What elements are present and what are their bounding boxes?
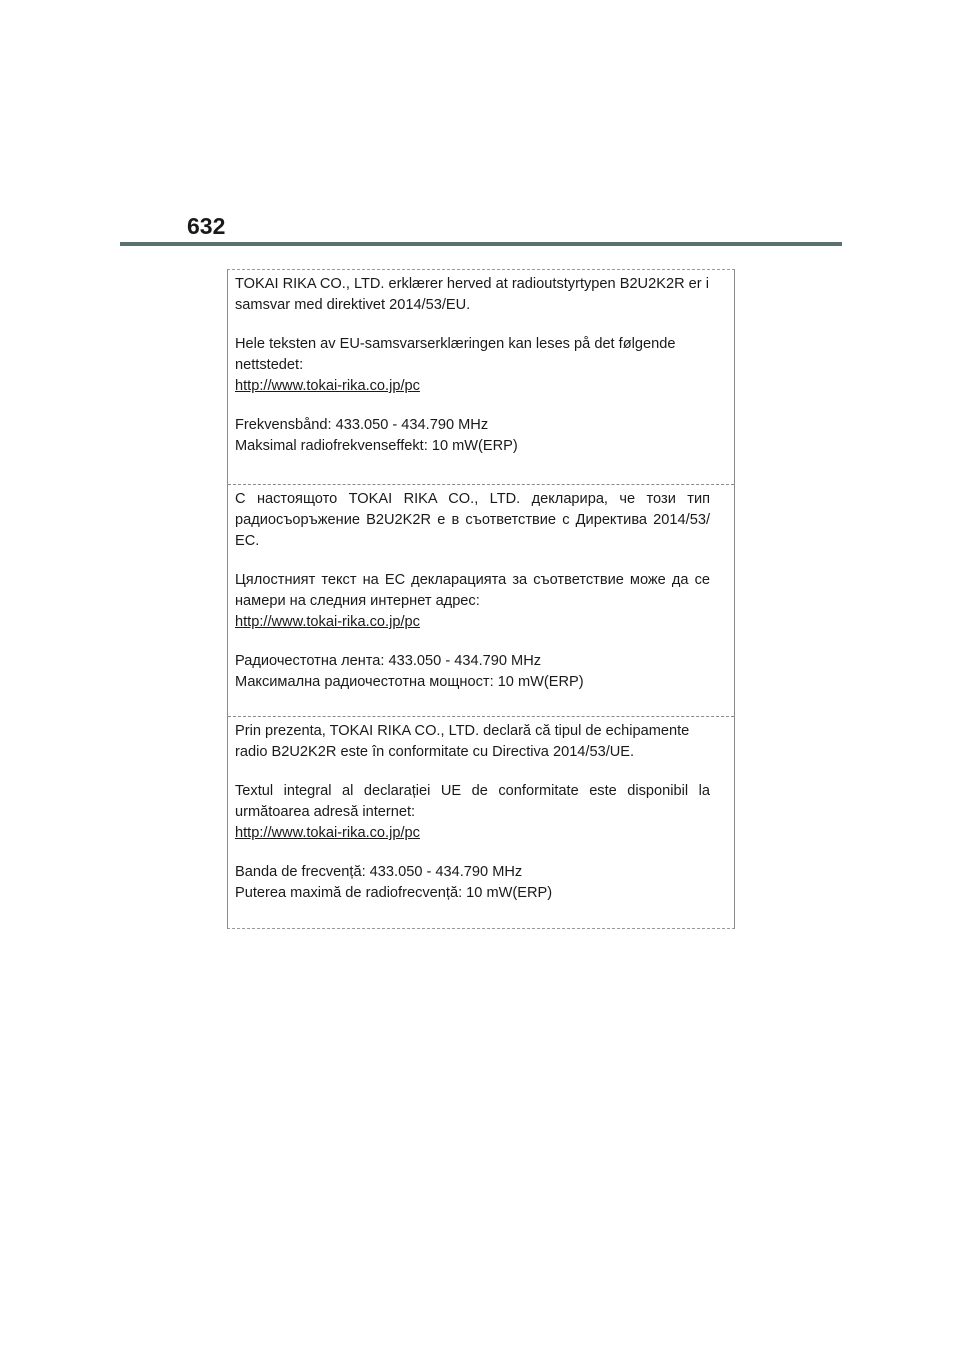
full-text-notice: Textul integral al declarației UE de conformitate este disponibil la următoarea adresă internet: [235,783,710,820]
declaration-panel [227,269,735,929]
declaration-text: С настоящото TOKAI RIKA CO., LTD. декларира, че този тип радиосъоръжение B2U2K2R е в съответствие с Директива 2014/53/ЕС. [235,491,710,549]
frequency-band: Banda de frecvență: 433.050 - 434.790 MHz [235,864,523,880]
full-text-notice: Цялостният текст на ЕС декларацията за съответствие може да се намери на следния интернет адрес: [235,572,710,609]
declaration-text: TOKAI RIKA CO., LTD. erklærer herved at radioutstyrtypen B2U2K2R er i samsvar med direktivet 2014/53/EU. [235,276,709,313]
frequency-band: Радиочестотна лента: 433.050 - 434.790 MHz [235,653,542,669]
max-power: Puterea maximă de radiofrecvență: 10 mW(ERP) [235,885,553,901]
declaration-section-romanian [228,716,734,930]
declaration-text: Prin prezenta, TOKAI RIKA CO., LTD. declară că tipul de echipamente radio B2U2K2R este în conformitate cu Directiva 2014/53/UE. [235,723,690,760]
frequency-band: Frekvensbånd: 433.050 - 434.790 MHz [235,417,489,433]
max-power: Максимална радиочестотна мощност: 10 mW(ERP) [235,674,584,690]
declaration-link[interactable]: http://www.tokai-rika.co.jp/pc [235,614,420,630]
max-power: Maksimal radiofrekvenseffekt: 10 mW(ERP) [235,438,518,454]
full-text-notice: Hele teksten av EU-samsvarserklæringen kan leses på det følgende nettstedet: [235,336,676,373]
declaration-section-norwegian [228,270,734,484]
header-rule [120,242,842,246]
declaration-section-bulgarian [228,484,734,716]
declaration-link[interactable]: http://www.tokai-rika.co.jp/pc [235,378,420,394]
page-number: 632 [187,213,226,239]
declaration-link[interactable]: http://www.tokai-rika.co.jp/pc [235,825,420,841]
